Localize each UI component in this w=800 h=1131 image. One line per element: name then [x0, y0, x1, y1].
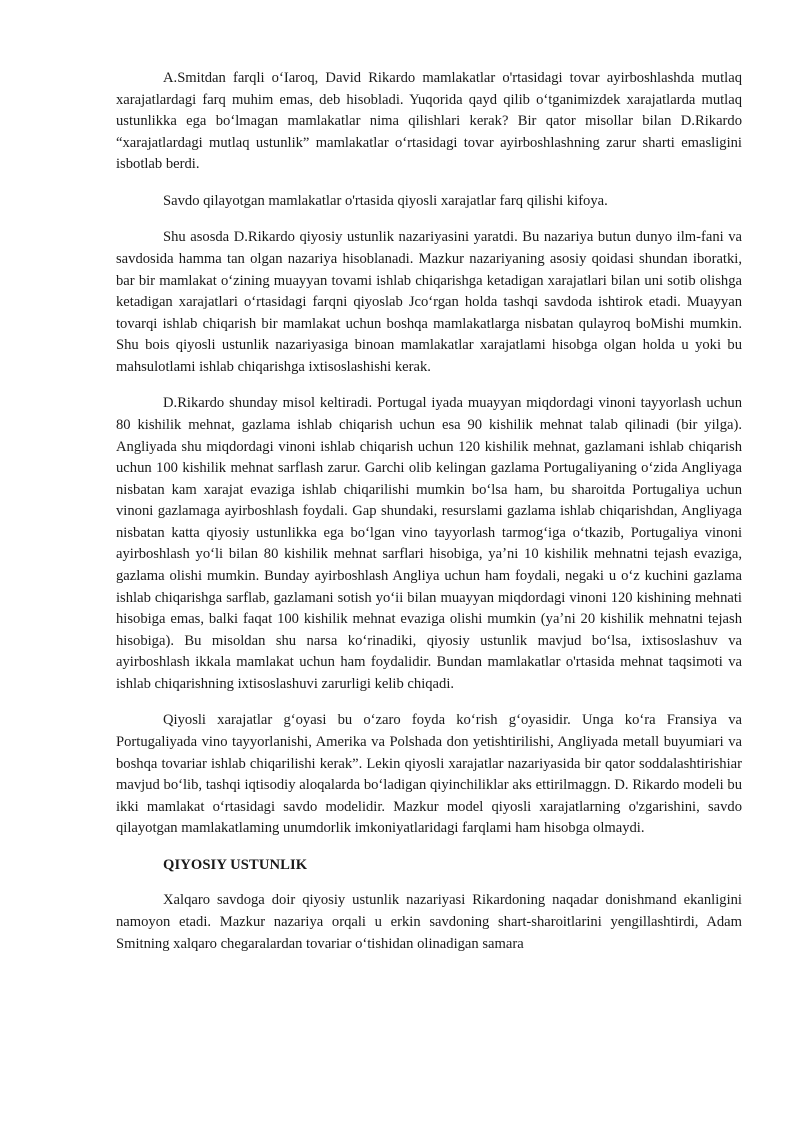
paragraph-comparative-theory: Shu asosda D.Rikardo qiyosiy ustunlik nazariyasini yaratdi. Bu nazariya butun dunyo ilm-fani va savdosida hamma tan olgan nazariya hisoblanadi. Mazkur nazariyaning asosiy qoidasi shundan iboratki, bar bir mamlakat oʻzining muayyan tovami ishlab chiqarishga ketadigan xarajatlari bilan uni sotib olishga ketadigan xarajatlari oʻrtasidagi farqni qiyoslab Jcoʻrgan holda tashqi savdoda ishtirok etadi. Muayyan tovarqi ishlab chiqarish bir mamlakat uchun boshqa mamlakatlarga nisbatan qulayroq boMishi mumkin. Shu bois qiyosli ustunlik nazariyasiga binoan mamlakatlar xarajatlami hisobga olgan holda u yoki bu mahsulotlami ishlab chiqarishga ixtisoslashishi kerak. [116, 229, 742, 375]
section-heading: QIYOSIY USTUNLIK [163, 856, 308, 873]
paragraph-relative-costs: Savdo qilayotgan mamlakatlar o'rtasida qiyosli xarajatlar farq qilishi kifoya. [163, 192, 608, 209]
paragraph-portugal-england-example: D.Rikardo shunday misol keltiradi. Portugal iyada muayyan miqdordagi vinoni tayyorlash uchun 80 kishilik mehnat, gazlama ishlab chiqarish uchun esa 90 kishilik mehnat talab qilinadi (bir yilga). Angliyada shu miqdordagi vinoni ishlab chiqarish uchun 120 kishilik mehnat, gazlamani ishlab chiqarish uchun 100 kishilik mehnat sarflash zarur. Garchi olib kelingan gazlama Portugaliyaning oʻzida Angliyaga nisbatan kam xarajat evaziga ishlab chiqarilishi mumkin boʻlsa ham, bu sharoitda Portugaliya uchun vinoni gazlamaga ayirboshlash foydali. Gap shundaki, resurslami gazlama ishlab chiqarishdan, Angliyaga nisbatan katta qiyosiy ustunlikka ega boʻlgan vino tayyorlash tarmogʻiga oʻtkazib, Portugaliya vinoni ayirboshlash yoʻli bilan 80 kishilik mehnat sarflari hisobiga, yaʼni 10 kishilik mehnatni tejash evaziga, gazlama olishi mumkin. Bunday ayirboshlash Angliya uchun ham foydali, negaki u oʻz kuchini gazlama ishlab chiqarishga sarflab, gazlamani sotish yoʻii bilan muayyan miqdordagi vinoni 120 kishining mehnati hisobiga emas, balki faqat 100 kishilik mehnat evaziga olishi mumkin (yaʼni 20 kishilik mehnatni tejash hisobiga). Bu misoldan shu narsa koʻrinadiki, qiyosiy ustunlik mavjud boʻlsa, ixtisoslashuv va ayirboshlash ikkala mamlakat uchun ham foydalidir. Bundan mamlakatlar o'rtasida mehnat taqsimoti va ishlab chiqarishning ixtisoslashuvi zarurligi kelib chiqadi. [116, 395, 742, 693]
paragraph-international-trade: Xalqaro savdoga doir qiyosiy ustunlik nazariyasi Rikardoning naqadar donishmand ekanligini namoyon etadi. Mazkur nazariya orqali u erkin savdoning shart-sharoitlarini yengillashtirdi, Adam Smitning xalqaro chegaralardan tovariar oʻtishidan olinadigan samara [116, 892, 742, 952]
document-page [116, 68, 742, 970]
paragraph-mutual-benefit: Qiyosli xarajatlar gʻoyasi bu oʻzaro foyda koʻrish gʻoyasidir. Unga koʻra Fransiya va Portugaliyada vino tayyorlanishi, Amerika va Polshada don yetishtirilishi, Angliyada metall buyumiari va boshqa tovariar ishlab chiqarilishi kerak”. Lekin qiyosli xarajatlar nazariyasida bir qator soddalashtirishiar mavjud boʻlib, tashqi iqtisodiy aloqalarda boʻladigan qiyinchiliklar aks ettirilmaggn. D. Rikardo modeli bu ikki mamlakat oʻrtasidagi savdo modelidir. Mazkur model qiyosli xarajatlarning o'zgarishini, savdo qilayotgan mamlakatlaming unumdorlik imkoniyatlaridagi farqlami ham hisobga olmaydi. [116, 712, 742, 837]
paragraph-smith-rikardo: A.Smitdan farqli oʻIaroq, David Rikardo mamlakatlar o'rtasidagi tovar ayirboshlashda mutlaq xarajatlardagi farq muhim emas, deb hisobladi. Yuqorida qayd qilib oʻtganimizdek xarajatlarda mutlaq ustunlikka ega boʻlmagan mamlakatlar nima qilishlari kerak? Bir qator misollar bilan D.Rikardo “xarajatlardagi mutlaq ustunlik” mamlakatlar oʻrtasidagi tovar ayirboshlashning zarur sharti emasligini isbotlab berdi. [116, 70, 742, 173]
